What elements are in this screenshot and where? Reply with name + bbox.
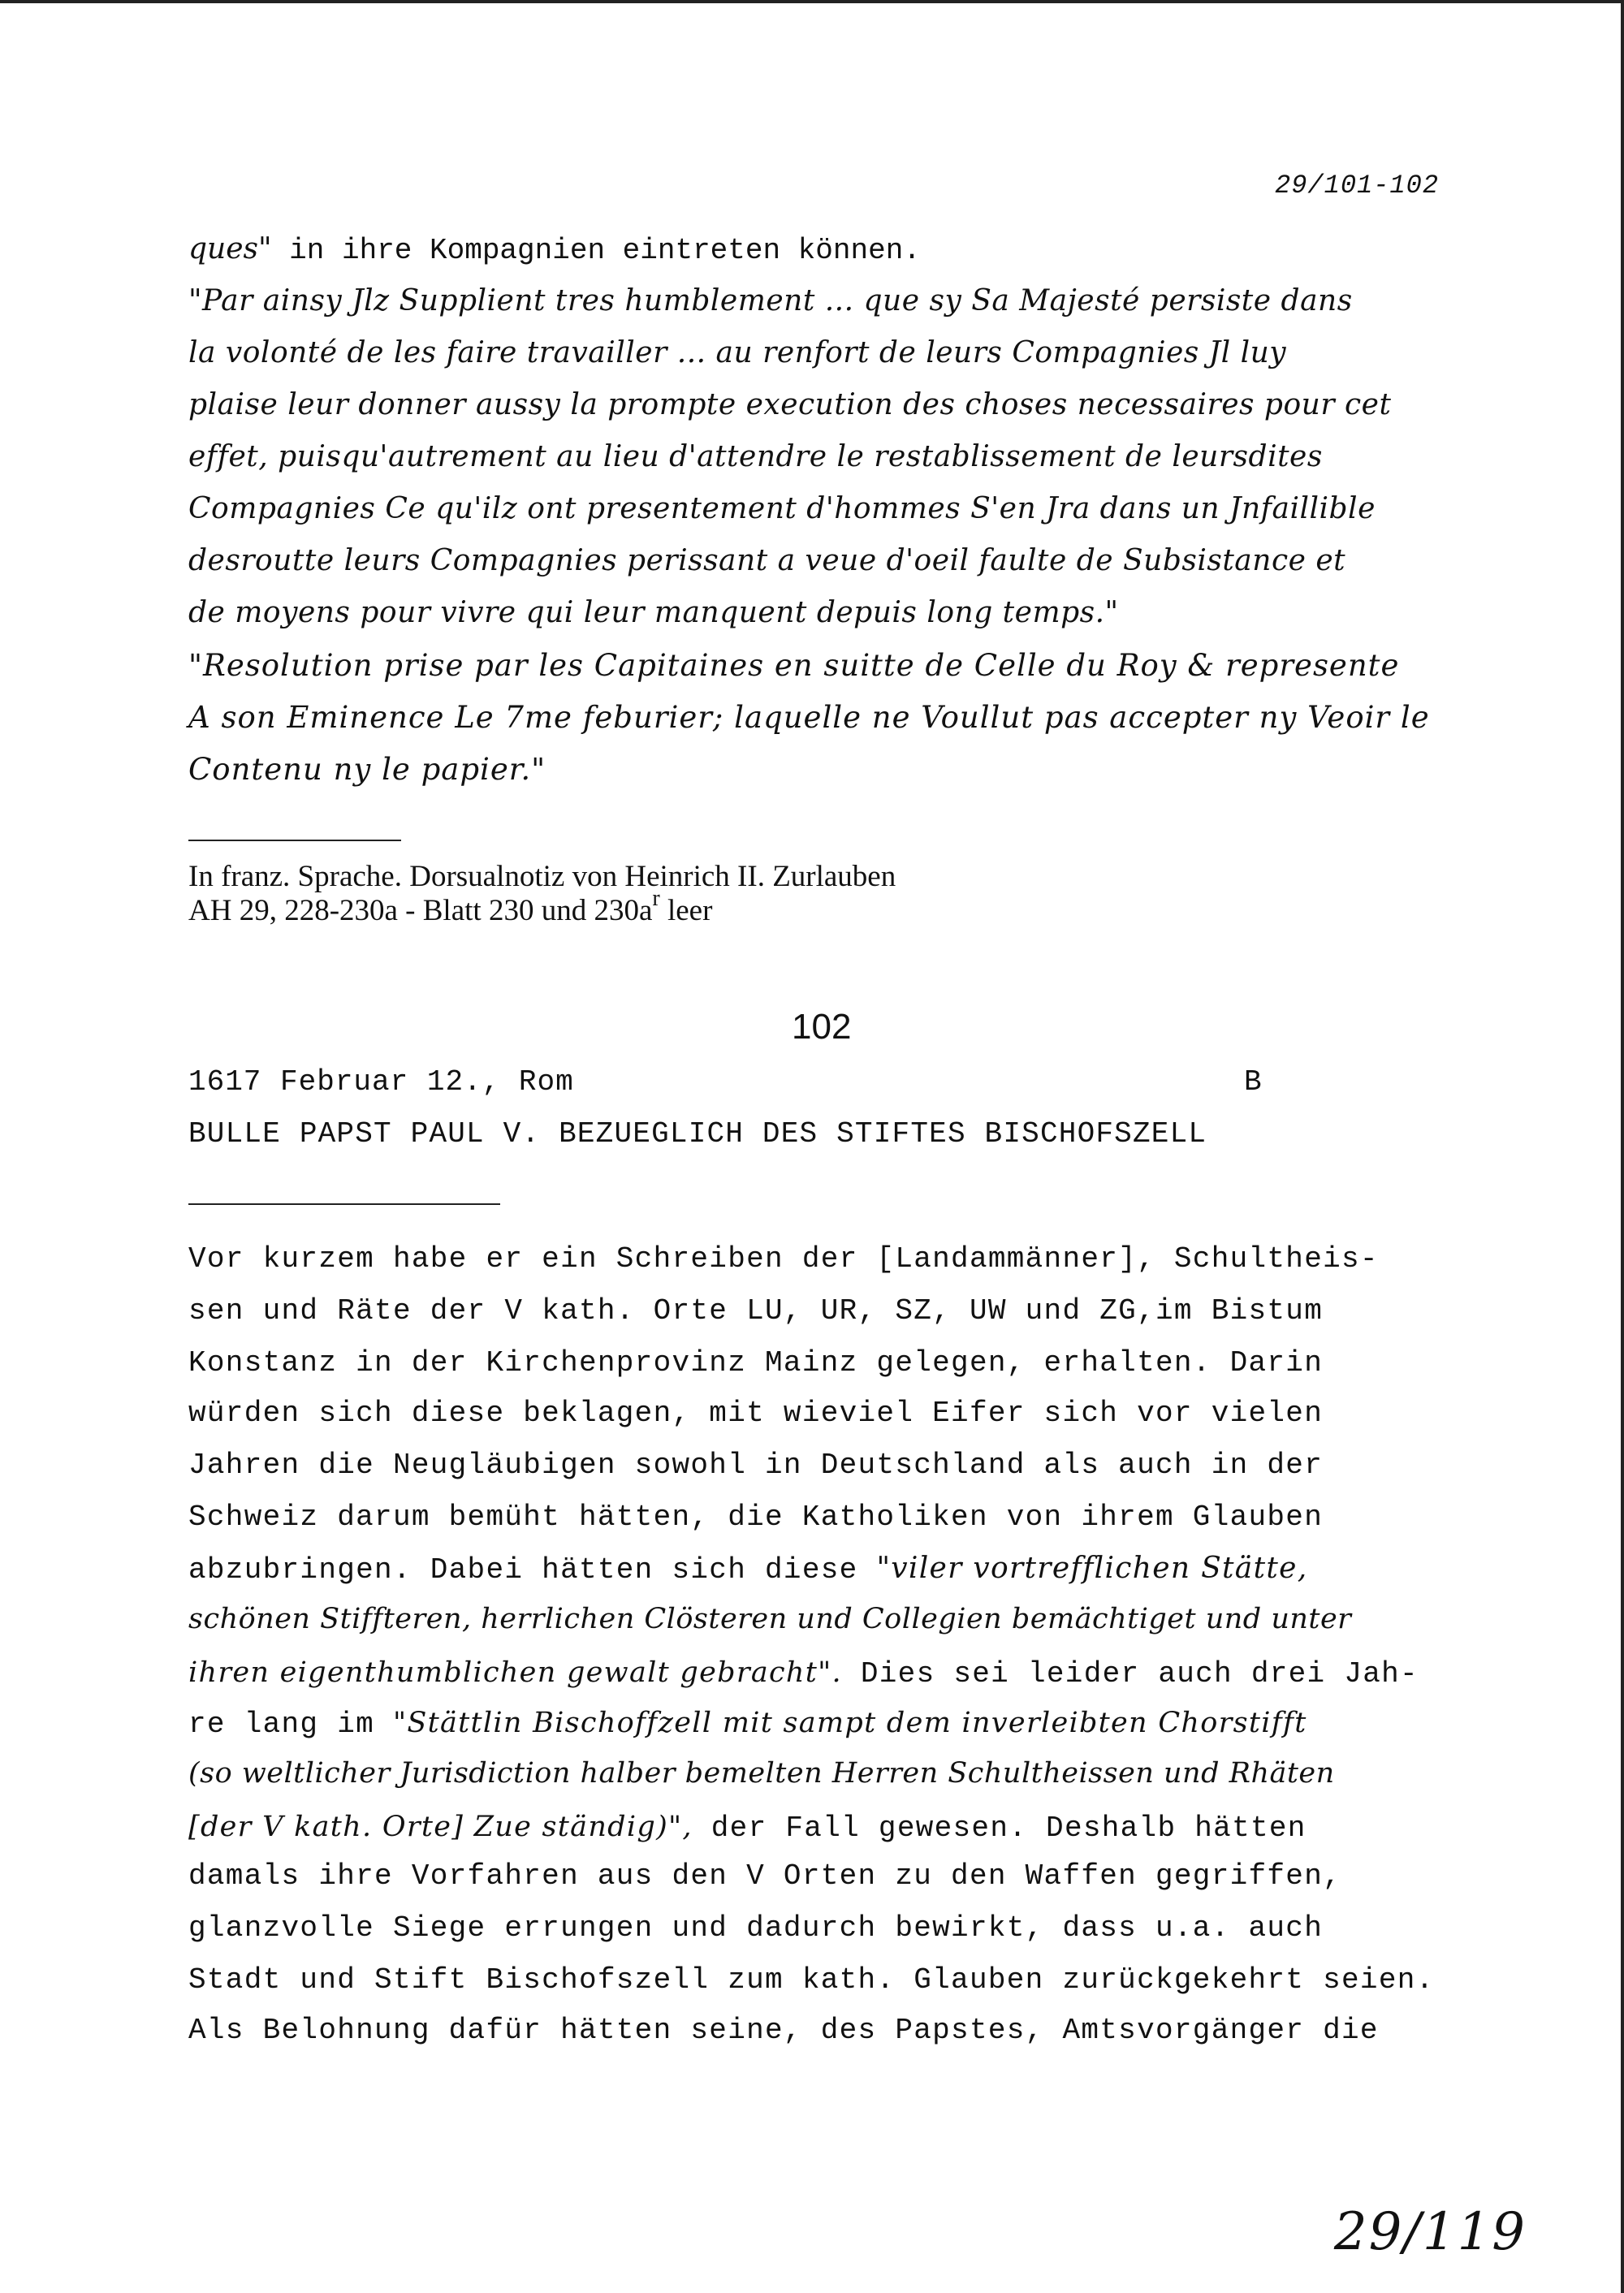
- quote-1-line: desroutte leurs Compagnies perissant a veue d'oeil faulte de Subsistance et: [188, 544, 1346, 577]
- body-line: glanzvolle Siege errungen und dadurch bewirkt, dass u.a. auch: [188, 1911, 1324, 1945]
- quote-1-line: Compagnies Ce qu'ilz ont presentement d'hommes S'en Jra dans un Jnfaillible: [188, 492, 1376, 525]
- page-border-right: [1621, 0, 1624, 2293]
- body-line: [188, 1809, 1307, 1845]
- body-line: damals ihre Vorfahren aus den V Orten zu den Waffen gegriffen,: [188, 1859, 1342, 1893]
- body-line: [188, 1655, 1419, 1691]
- body-quote-line: schönen Stiffteren, herrlichen Clösteren und Collegien bemächtiget und unter: [188, 1603, 1352, 1635]
- body-text: Dies sei leider auch drei Jah-: [841, 1657, 1419, 1691]
- note-line-2-text: AH 29, 228-230a - Blatt 230 und 230a: [188, 894, 653, 927]
- body-line: Vor kurzem habe er ein Schreiben der [Landammänner], Schultheis-: [188, 1242, 1379, 1276]
- body-text: abzubringen. Dabei hätten sich diese: [188, 1553, 877, 1587]
- body-text: der Fall gewesen. Deshalb hätten: [692, 1812, 1307, 1845]
- note-line-1: In franz. Sprache. Dorsualnotiz von Heinrich II. Zurlauben: [188, 860, 896, 893]
- prev-doc-continuation-quote: ques": [188, 232, 272, 266]
- page-reference: 29/101-102: [1275, 171, 1440, 201]
- body-line: würden sich diese beklagen, mit wieviel Eifer sich vor vielen: [188, 1397, 1324, 1430]
- footnote-rule: [188, 840, 401, 841]
- quote-2-line: A son Eminence Le 7me feburier; laquelle ne Voullut pas accepter ny Veoir le: [188, 700, 1430, 735]
- document-date-place: 1617 Februar 12., Rom: [188, 1065, 574, 1099]
- quote-2-line: Contenu ny le papier.": [188, 752, 546, 787]
- document-category: B: [1244, 1065, 1262, 1099]
- prev-doc-continuation: [188, 232, 921, 267]
- note-line-2: [188, 886, 713, 928]
- page-border-top: [0, 0, 1624, 3]
- body-line: Schweiz darum bemüht hätten, die Katholiken von ihrem Glauben: [188, 1501, 1324, 1534]
- body-line: Stadt und Stift Bischofszell zum kath. Glauben zurückgekehrt seien.: [188, 1963, 1435, 1997]
- body-text: re lang im: [188, 1708, 393, 1741]
- body-quote: [der V kath. Orte] Zue ständig)",: [188, 1811, 693, 1843]
- quote-1-line: effet, puisqu'autrement au lieu d'attendre le restablissement de leursdites: [188, 440, 1323, 473]
- body-quote: ihren eigenthumblichen gewalt gebracht".: [188, 1656, 842, 1689]
- body-line: Jahren die Neugläubigen sowohl in Deutschland als auch in der: [188, 1449, 1324, 1482]
- body-line: [188, 1705, 1307, 1741]
- document-title: BULLE PAPST PAUL V. BEZUEGLICH DES STIFTES BISCHOFSZELL: [188, 1117, 1207, 1151]
- body-quote: "viler vortrefflichen Stätte,: [876, 1552, 1308, 1585]
- quote-1-line: la volonté de les faire travailler ... au renfort de leurs Compagnies Jl luy: [188, 336, 1287, 369]
- body-line: Konstanz in der Kirchenprovinz Mainz gelegen, erhalten. Darin: [188, 1346, 1324, 1380]
- body-line: sen und Räte der V kath. Orte LU, UR, SZ, UW und ZG,im Bistum: [188, 1294, 1324, 1328]
- quote-1-line: plaise leur donner aussy la prompte execution des choses necessaires pour cet: [188, 388, 1392, 421]
- prev-doc-continuation-text: in ihre Kompagnien eintreten können.: [271, 234, 921, 267]
- body-line: Als Belohnung dafür hätten seine, des Papstes, Amtsvorgänger die: [188, 2014, 1379, 2047]
- body-line: [188, 1551, 1307, 1587]
- note-line-2-leer: leer: [659, 894, 713, 927]
- body-quote-line: (so weltlicher Jurisdiction halber bemelten Herren Schultheissen und Rhäten: [188, 1757, 1335, 1790]
- document-number: 102: [792, 1007, 852, 1047]
- note-superscript: r: [652, 886, 660, 911]
- quote-1-line: "Par ainsy Jlz Supplient tres humblement ... que sy Sa Majesté persiste dans: [188, 284, 1353, 317]
- title-rule: [188, 1203, 500, 1205]
- body-quote: "Stättlin Bischoffzell mit sampt dem inverleibten Chorstifft: [392, 1707, 1307, 1739]
- handwritten-folio-number: 29/119: [1333, 2202, 1527, 2262]
- quote-1-line: de moyens pour vivre qui leur manquent depuis long temps.": [188, 596, 1119, 629]
- quote-2-line: "Resolution prise par les Capitaines en suitte de Celle du Roy & represente: [188, 648, 1400, 683]
